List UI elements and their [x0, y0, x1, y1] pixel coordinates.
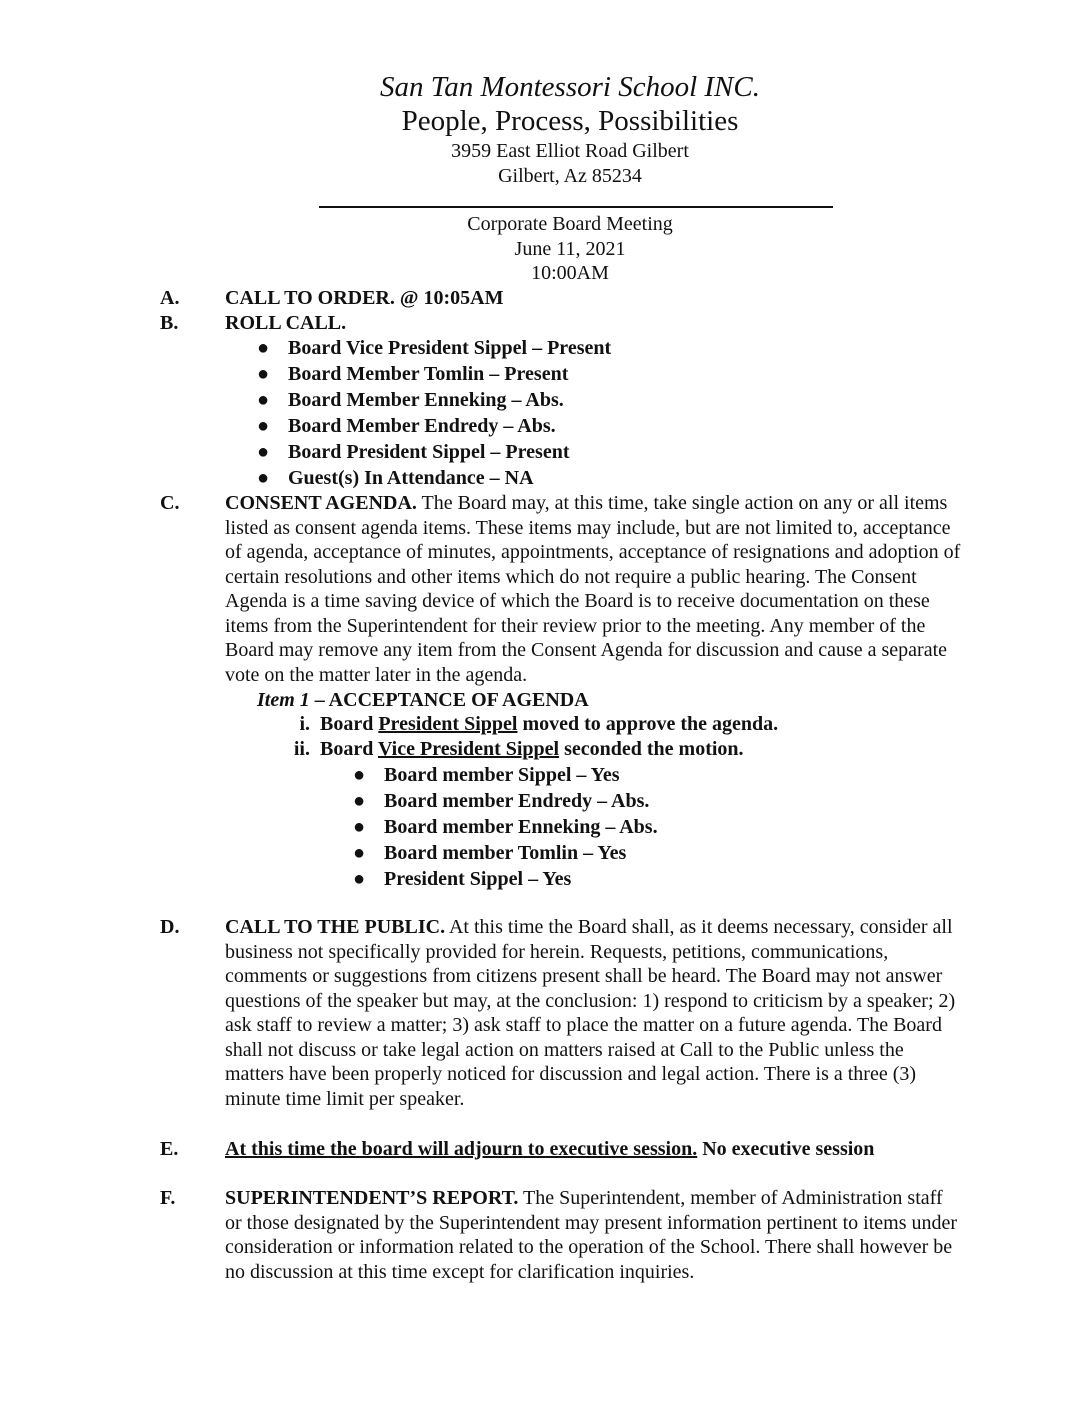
list-item: ● Board member Sippel – Yes — [353, 764, 620, 786]
school-name: San Tan Montessori School INC. — [380, 71, 760, 103]
list-item: ● President Sippel – Yes — [353, 868, 572, 890]
bullet-icon: ● — [353, 842, 366, 864]
bullet-icon: ● — [353, 764, 366, 786]
list-item: ● Board Vice President Sippel – Present — [257, 337, 612, 359]
list-item: ● Board member Tomlin – Yes — [353, 842, 627, 864]
header-divider — [319, 206, 833, 208]
list-item: ● Board member Endredy – Abs. — [353, 790, 650, 812]
section-letter: E. — [160, 1138, 179, 1160]
section-text: SUPERINTENDENT’S REPORT. The Superintendent, member of Administration staff or those designated by the Superintendent may present information pertinent to items under consideration or information related to the operation of the School. There shall however be no discussion at this time except for clarification inquiries. — [225, 1187, 958, 1283]
section-heading: SUPERINTENDENT’S REPORT. — [225, 1187, 519, 1209]
school-motto: People, Process, Possibilities — [401, 105, 739, 137]
section-heading: CALL TO ORDER. @ 10:05AM — [225, 287, 504, 309]
list-item: ● Board Member Enneking – Abs. — [257, 389, 564, 411]
meeting-title: Corporate Board Meeting — [467, 213, 673, 235]
meeting-time: 10:00AM — [531, 262, 609, 284]
list-item: ● Board President Sippel – Present — [257, 441, 570, 463]
address-line-2: Gilbert, Az 85234 — [498, 165, 642, 187]
section-letter: F. — [160, 1187, 176, 1209]
mover-name: President Sippel — [378, 713, 518, 735]
bullet-icon: ● — [257, 441, 270, 463]
document-page: San Tan Montessori School INC. People, Process, Possibilities 3959 East Elliot Road Gilbert Gilbert, Az 85234 Corporate Board Meeting June 11, 2021 10:00AM A. CALL TO ORDER. @ 10:05AM B. ROLL CALL. ● Board Vice President Sippel – Present ● Board Member Tomlin – Present ● Board Member Enneking – Abs. ● Board Member Endredy – Abs. ● Board President Sippel – Present ● Guest(s) In Attendance – NA C. CONSENT AGENDA. The Board may, at this time, take single action on any or all items listed as consent agenda items. These items may include, but are not limited to, acceptance of agenda, acceptance of minutes, appointments, acceptance of resignations and adoption of certain resolutions and other items which do not require a public hearing. The Consent Agenda is a time saving device of which the Board is to receive documentation on these items from the Superintendent for their review prior to the meeting. Any member of the Board may remove any item from the Consent Agenda for discussion and cause a separate vote on the matter later in the agenda. Item 1 – ACCEPTANCE OF AGENDA i. Board President Sippel moved to approve the agenda. ii. Board Vice President Sippel seconded the motion. ● Board member Sippel – Yes ● Board member Endredy – Abs. ● Board member Enneking – Abs. ● Board member Tomlin – Yes ● President Sippel – Yes D. CALL TO THE PUBLIC. At this time the Board shall, as it deems necessary, consider all business not specifically provided for herein. Requests, petitions, communications, comments or suggestions from citizens present shall be heard. The Board may not answer questions of the speaker but may, at the conclusion: 1) respond to criticism by a speaker; 2) ask staff to review a matter; 3) ask staff to place the matter on a future agenda. The Board shall not discuss or take legal action on matters raised at Call to the Public unless the matters have been properly noticed for discussion and legal action. There is a three (3) minute time limit per speaker. E. At this time the board will adjourn to executive session. No executive session F. SUPERINTENDENT’S REPORT. The Superintendent, member of Administration staff or those designated by the Superintendent may present information pertinent to items under consideration or information related to the operation of the School. There shall however be no discussion at this time except for clarification inquiries. — [0, 0, 1088, 1408]
section-text — [225, 1137, 1015, 1162]
section-text: CALL TO THE PUBLIC. At this time the Board shall, as it deems necessary, consider all business not specifically provided for herein. Requests, petitions, communications, comments or suggestions from citizens present shall be heard. The Board may not answer questions of the speaker but may, at the conclusion: 1) respond to criticism by a speaker; 2) ask staff to review a matter; 3) ask staff to place the matter on a future agenda. The Board shall not discuss or take legal action on matters raised at Call to the Public unless the matters have been properly noticed for discussion and legal action. There is a three (3) minute time limit per speaker. — [225, 916, 956, 1110]
section-letter: C. — [160, 492, 180, 514]
meeting-date: June 11, 2021 — [514, 238, 626, 260]
agenda-item-1: Item 1 – ACCEPTANCE OF AGENDA — [257, 689, 589, 711]
address-line-1: 3959 East Elliot Road Gilbert — [451, 140, 689, 162]
roll-call-list — [257, 335, 612, 491]
bullet-icon: ● — [257, 467, 270, 489]
bullet-icon: ● — [353, 868, 366, 890]
section-heading: CALL TO THE PUBLIC. — [225, 916, 446, 938]
section-letter: B. — [160, 312, 179, 334]
section-heading: At this time the board will adjourn to executive session. — [225, 1138, 698, 1160]
list-item: ● Guest(s) In Attendance – NA — [257, 467, 534, 489]
bullet-icon: ● — [353, 816, 366, 838]
seconder-name: Vice President Sippel — [377, 738, 560, 760]
bullet-icon: ● — [353, 790, 366, 812]
bullet-icon: ● — [257, 337, 270, 359]
bullet-icon: ● — [257, 415, 270, 437]
section-heading: CONSENT AGENDA. — [225, 492, 417, 514]
executive-session-note: No executive session — [697, 1138, 875, 1160]
list-item: ● Board Member Endredy – Abs. — [257, 415, 556, 437]
bullet-icon: ● — [257, 389, 270, 411]
section-letter: A. — [160, 287, 180, 309]
list-item: ● Board member Enneking – Abs. — [353, 816, 658, 838]
section-text: CONSENT AGENDA. The Board may, at this time, take single action on any or all items listed as consent agenda items. These items may include, but are not limited to, acceptance of agenda, acceptance of minutes, appointments, acceptance of resignations and adoption of certain resolutions and other items which do not require a public hearing. The Consent Agenda is a time saving device of which the Board is to receive documentation on these items from the Superintendent for their review prior to the meeting. Any member of the Board may remove any item from the Consent Agenda for discussion and cause a separate vote on the matter later in the agenda. — [225, 492, 961, 686]
list-item: ● Board Member Tomlin – Present — [257, 363, 569, 385]
section-heading: ROLL CALL. — [225, 312, 347, 334]
section-letter: D. — [160, 916, 180, 938]
vote-list — [353, 762, 658, 892]
bullet-icon: ● — [257, 363, 270, 385]
